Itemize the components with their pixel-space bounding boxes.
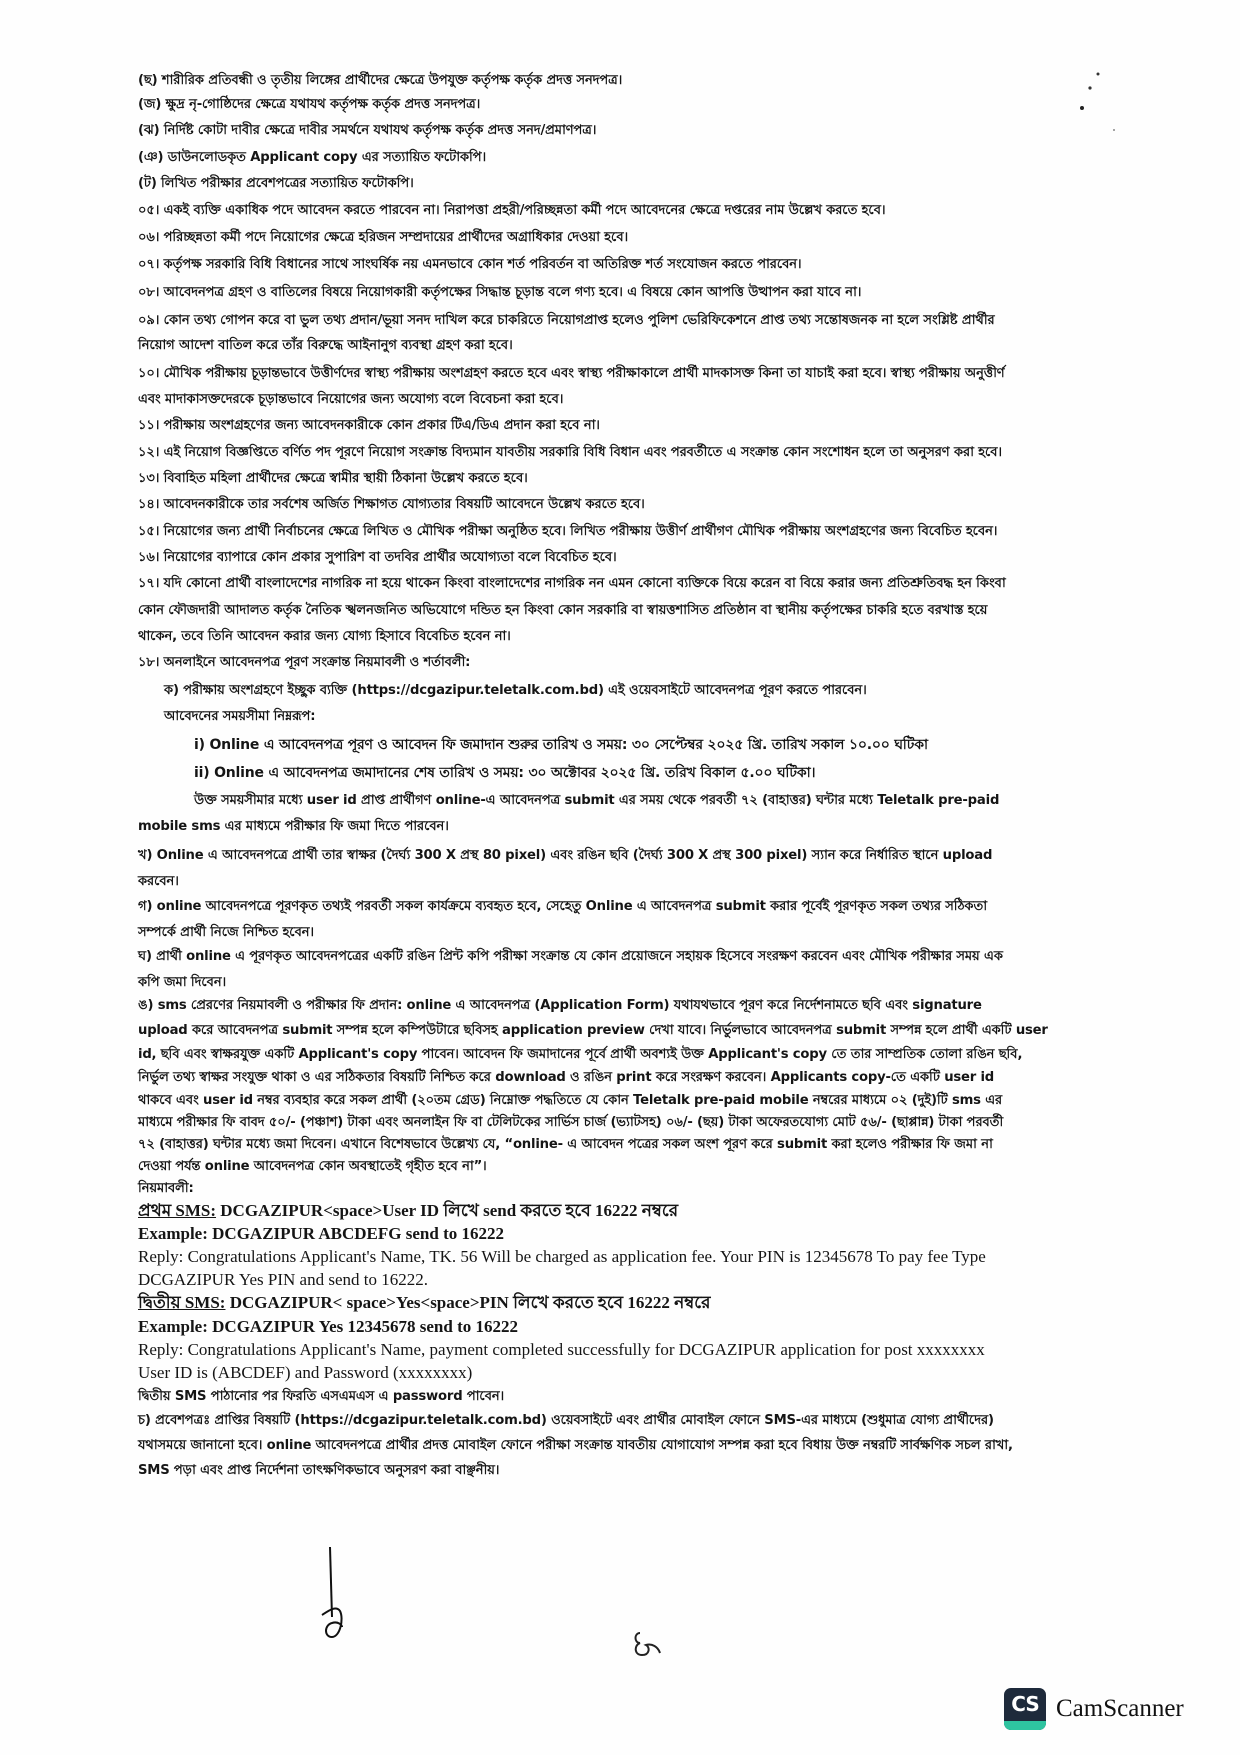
item-ta: (ট) লিখিত পরীক্ষার প্রবেশপত্রের সত্যায়িত ফটোকপি। (138, 176, 414, 191)
fee-window-note-cont: mobile sms এর মাধ্যমে পরীক্ষার ফি জমা দিতে পারবেন। (138, 819, 449, 834)
item-chha: (ছ) শারীরিক প্রতিবন্ধী ও তৃতীয় লিঙ্গের প্রার্থীদের ক্ষেত্রে উপযুক্ত কর্তৃপক্ষ কর্তৃক প্রদত্ত সনদপত্র। (138, 73, 623, 88)
fee-window-note: উক্ত সময়সীমার মধ্যে user id প্রাপ্ত প্রার্থীগণ online-এ আবেদনপত্র submit এর সময় থেকে পরবর্তী ৭২ (বাহাত্তর) ঘন্টার মধ্যে Teletalk pre-paid (194, 793, 1000, 808)
clause-18-uma: ঙ) sms প্রেরণের নিয়মাবলী ও পরীক্ষার ফি প্রদান: online এ আবেদনপত্র (Application Form) যথাযথভাবে পূরণ করে নির্দেশনামতে ছবি এবং signature (138, 998, 982, 1013)
clause-07: ০৭। কর্তৃপক্ষ সরকারি বিধি বিধানের সাথে সাংঘর্ষিক নয় এমনভাবে কোন শর্ত পরিবর্তন বা অতিরিক্ত শর্ত সংযোজন করতে পারবেন। (138, 257, 802, 272)
clause-17: ১৭। যদি কোনো প্রার্থী বাংলাদেশের নাগরিক না হয়ে থাকেন কিংবা বাংলাদেশের নাগরিক নন এমন কোনো ব্যক্তিকে বিয়ে করেন বা বিয়ে করার জন্য প্রতিশ্রুতিবদ্ধ হন কিংবা (138, 576, 1006, 591)
clause-18-kha-cont: করবেন। (138, 874, 179, 889)
clause-10-cont: এবং মাদাকাসক্তদেরকে চূড়ান্তভাবে নিয়োগের জন্য অযোগ্য বলে বিবেচনা করা হবে। (138, 392, 564, 407)
item-jha: (ঝ) নির্দিষ্ট কোটা দাবীর ক্ষেত্রে দাবীর সমর্থনে যথাযথ কর্তৃপক্ষ কর্তৃক প্রদত্ত সনদ/প্রমাণপত্র। (138, 123, 597, 138)
clause-14: ১৪। আবেদনকারীকে তার সর্বশেষ অর্জিত শিক্ষাগত যোগ্যতার বিষয়টি আবেদনে উল্লেখ করতে হবে। (138, 497, 645, 512)
clause-13: ১৩। বিবাহিত মহিলা প্রার্থীদের ক্ষেত্রে স্বামীর স্থায়ী ঠিকানা উল্লেখ করতে হবে। (138, 471, 528, 486)
clause-18-ka: ক) পরীক্ষায় অংশগ্রহণে ইচ্ছুক ব্যক্তি (https://dcgazipur.teletalk.com.bd) এই ওয়েবসাইটে আবেদনপত্র পূরণ করতে পারবেন। (164, 683, 867, 698)
clause-18-uma-cont5: মাধ্যমে পরীক্ষার ফি বাবদ ৫০/- (পঞ্চাশ) টাকা এবং অনলাইন ফি বা টেলিটকের সার্ভিস চার্জ (ভ্যাটসহ) ০৬/- (ছয়) টাকা অফেরতযোগ্য মোট ৫৬/- (ছাপ্পান্ন) টাকা পরবর্তী (138, 1115, 1004, 1130)
deadline-heading: আবেদনের সময়সীমা নিম্নরূপ: (164, 709, 316, 724)
clause-18-heading: ১৮। অনলাইনে আবেদনপত্র পূরণ সংক্রান্ত নিয়মাবলী ও শর্তাবলী: (138, 655, 471, 670)
clause-09: ০৯। কোন তথ্য গোপন করে বা ভুল তথ্য প্রদান/ভূয়া সনদ দাখিল করে চাকরিতে নিয়োগপ্রাপ্ত হলেও পুলিশ ভেরিফিকেশনে প্রাপ্ত তথ্য সন্তোষজনক না হলে সংশ্লিষ্ট প্রার্থীর (138, 313, 995, 328)
camscanner-watermark (1004, 1688, 1184, 1730)
clause-18-ga-cont: সম্পর্কে প্রার্থী নিজে নিশ্চিত হবেন। (138, 925, 314, 940)
first-sms-reply: Reply: Congratulations Applicant's Name, TK. 56 Will be charged as application fee. Your PIN is 12345678 To pay fee Type (138, 1247, 986, 1266)
second-sms-example: Example: DCGAZIPUR Yes 12345678 send to 16222 (138, 1317, 518, 1336)
clause-18-uma-cont1: upload করে আবেদনপত্র submit সম্পন্ন হলে কম্পিউটারে ছবিসহ application preview দেখা যাবে। নির্ভুলভাবে আবেদনপত্র submit সম্পন্ন হলে প্রার্থী একটি user (138, 1023, 1048, 1038)
clause-17-cont1: কোন ফৌজদারী আদালত কর্তৃক নৈতিক স্খলনজনিত অভিযোগে দন্ডিত হন কিংবা কোন সরকারি বা স্বায়ত্তশাসিত প্রতিষ্ঠান বা স্থানীয় কর্তৃপক্ষের চাকরি হতে বরখাস্ত হয়ে (138, 603, 988, 618)
clause-15: ১৫। নিয়োগের জন্য প্রার্থী নির্বাচনের ক্ষেত্রে লিখিত ও মৌখিক পরীক্ষা অনুষ্ঠিত হবে। লিখিত পরীক্ষায় উত্তীর্ণ প্রার্থীগণ মৌখিক পরীক্ষায় অংশগ্রহণের জন্য বিবেচিত হবেন। (138, 524, 998, 539)
second-sms-rule (138, 1294, 711, 1312)
clause-18-uma-cont7: দেওয়া পর্যন্ত online আবেদনপত্র কোন অবস্থাতেই গৃহীত হবে না”। (138, 1159, 487, 1174)
clause-09-cont: নিয়োগ আদেশ বাতিল করে তাঁর বিরুদ্ধে আইনানুগ ব্যবস্থা গ্রহণ করা হবে। (138, 338, 513, 353)
first-sms-reply-cont: DCGAZIPUR Yes PIN and send to 16222. (138, 1270, 428, 1289)
item-nya: (ঞ) ডাউনলোডকৃত Applicant copy এর সত্যায়িত ফটোকপি। (138, 150, 487, 165)
clause-08: ০৮। আবেদনপত্র গ্রহণ ও বাতিলের বিষয়ে নিয়োগকারী কর্তৃপক্ষের সিদ্ধান্ত চূড়ান্ত বলে গণ্য হবে। এ বিষয়ে কোন আপত্তি উত্থাপন করা যাবে না। (138, 285, 862, 300)
handwritten-page-number (632, 1625, 668, 1661)
clause-06: ০৬। পরিচ্ছন্নতা কর্মী পদে নিয়োগের ক্ষেত্রে হরিজন সম্প্রদায়ের প্রার্থীদের অগ্রাধিকার দেওয়া হবে। (138, 230, 628, 245)
clause-18-uma-cont4: থাকবে এবং user id নম্বর ব্যবহার করে সকল প্রার্থী (২০তম গ্রেড) নিম্নোক্ত পদ্ধতিতে যে কোন Teletalk pre-paid mobile নম্বরের মাধ্যমে ০২ (দুই)টি sms এর (138, 1093, 1003, 1108)
camscanner-logo-icon: CS (1004, 1688, 1046, 1730)
item-ja: (জ) ক্ষুদ্র নৃ-গোষ্ঠিদের ক্ষেত্রে যথাযথ কর্তৃপক্ষ কর্তৃক প্রদত্ত সনদপত্র। (138, 97, 481, 112)
clause-18-cha-cont1: যথাসময়ে জানানো হবে। online আবেদনপত্রে প্রার্থীর প্রদত্ত মোবাইল ফোনে পরীক্ষা সংক্রান্ত যাবতীয় যোগাযোগ সম্পন্ন করা হবে বিধায় উক্ত নম্বরটি সার্বক্ষণিক সচল রাখা, (138, 1438, 1013, 1453)
handwritten-signature-mark (320, 1545, 350, 1645)
scan-speck-marks (1070, 70, 1130, 150)
second-sms-label: দ্বিতীয় SMS: (138, 1293, 226, 1312)
clause-16: ১৬। নিয়োগের ব্যাপারে কোন প্রকার সুপারিশ বা তদবির প্রার্থীর অযোগ্যতা বলে বিবেচিত হবে। (138, 550, 617, 565)
second-sms-reply-cont: User ID is (ABCDEF) and Password (xxxxxxxx) (138, 1363, 473, 1382)
first-sms-rule (138, 1202, 678, 1220)
clause-18-cha-cont2: SMS পড়া এবং প্রাপ্ত নির্দেশনা তাৎক্ষণিকভাবে অনুসরণ করা বাঞ্ছনীয়। (138, 1463, 500, 1478)
clause-05: ০৫। একই ব্যক্তি একাধিক পদে আবেদন করতে পারবেন না। নিরাপত্তা প্রহরী/পরিচ্ছন্নতা কর্মী পদে আবেদনের ক্ষেত্রে দপ্তরের নাম উল্লেখ করতে হবে। (138, 203, 886, 218)
deadline-end: ii) Online এ আবেদনপত্র জমাদানের শেষ তারিখ ও সময়: ৩০ অক্টোবর ২০২৫ খ্রি. তরিখ বিকাল ৫.০০ ঘটিকা। (194, 765, 816, 781)
first-sms-format: DCGAZIPUR<space>User ID লিখে send করতে হবে 16222 নম্বরে (216, 1201, 679, 1220)
clause-18-gha-cont: কপি জমা দিবেন। (138, 975, 227, 990)
rules-heading: নিয়মাবলী: (138, 1181, 194, 1196)
clause-12: ১২। এই নিয়োগ বিজ্ঞপ্তিতে বর্ণিত পদ পূরণে নিয়োগ সংক্রান্ত বিদ্যমান যাবতীয় সরকারি বিধি বিধান এবং পরবর্তীতে এ সংক্রান্ত কোন সংশোধন হলে তা অনুসরণ করা হবে। (138, 445, 1002, 460)
clause-10: ১০। মৌখিক পরীক্ষায় চূড়ান্তভাবে উত্তীর্ণদের স্বাস্থ্য পরীক্ষায় অংশগ্রহণ করতে হবে এবং স্বাস্থ্য পরীক্ষাকালে প্রার্থী মাদকাসক্ত কিনা তা যাচাই করা হবে। স্বাস্থ্য পরীক্ষায় অনুত্তীর্ণ (138, 366, 1005, 381)
second-sms-reply: Reply: Congratulations Applicant's Name, payment completed successfully for DCGAZIPUR application for post xxxxxxxx (138, 1340, 985, 1359)
clause-18-uma-cont2: id, ছবি এবং স্বাক্ষরযুক্ত একটি Applicant's copy পাবেন। আবেদন ফি জমাদানের পূর্বে প্রার্থী অবশ্যই উক্ত Applicant's copy তে তার সাম্প্রতিক তোলা রঙিন ছবি, (138, 1047, 1023, 1062)
clause-17-cont2: থাকেন, তবে তিনি আবেদন করার জন্য যোগ্য হিসাবে বিবেচিত হবেন না। (138, 629, 511, 644)
clause-18-kha: খ) Online এ আবেদনপত্রে প্রার্থী তার স্বাক্ষর (দৈর্ঘ্য 300 X প্রস্থ 80 pixel) এবং রঙিন ছবি (দৈর্ঘ্য 300 X প্রস্থ 300 pixel) স্যান করে নির্ধারিত স্থানে upload (138, 848, 993, 863)
clause-18-ga: গ) online আবেদনপত্রে পূরণকৃত তথ্যই পরবর্তী সকল কার্যক্রমে ব্যবহৃত হবে, সেহেতু Online এ আবেদনপত্র submit করার পূর্বেই পূরণকৃত সকল তথ্যর সঠিকতা (138, 899, 987, 914)
second-sms-format: DCGAZIPUR< space>Yes<space>PIN লিখে করতে হবে 16222 নম্বরে (225, 1293, 711, 1312)
camscanner-label: CamScanner (1056, 1695, 1184, 1722)
password-note: দ্বিতীয় SMS পাঠানোর পর ফিরতি এসএমএস এ password পাবেন। (138, 1389, 505, 1404)
clause-18-cha: চ) প্রবেশপত্রঃ প্রাপ্তির বিষয়টি (https://dcgazipur.teletalk.com.bd) ওয়েবসাইটে এবং প্রার্থীর মোবাইল ফোনে SMS-এর মাধ্যমে (শুধুমাত্র যোগ্য প্রার্থীদের) (138, 1413, 994, 1428)
first-sms-example: Example: DCGAZIPUR ABCDEFG send to 16222 (138, 1224, 504, 1243)
clause-18-uma-cont3: নির্ভুল তথ্য স্বাক্ষর সংযুক্ত থাকা ও এর সঠিকতার বিষয়টি নিশ্চিত করে download ও রঙিন print করে সংরক্ষণ করবেন। Applicants copy-তে একটি user id (138, 1070, 995, 1085)
first-sms-label: প্রথম SMS: (138, 1201, 217, 1220)
clause-18-gha: ঘ) প্রার্থী online এ পূরণকৃত আবেদনপত্রের একটি রঙিন প্রিন্ট কপি পরীক্ষা সংক্রান্ত যে কোন প্রয়োজনে সহায়ক হিসেবে সংরক্ষণ করবেন এবং মৌখিক পরীক্ষার সময় এক (138, 949, 1003, 964)
clause-18-uma-cont6: ৭২ (বাহাত্তর) ঘন্টার মধ্যে জমা দিবেন। এখানে বিশেষভাবে উল্লেখ্য যে, “online- এ আবেদন পত্রের সকল অংশ পূরণ করে submit করা হলেও পরীক্ষার ফি জমা না (138, 1137, 993, 1152)
deadline-start: i) Online এ আবেদনপত্র পূরণ ও আবেদন ফি জমাদান শুরুর তারিখ ও সময়: ৩০ সেপ্টেম্বর ২০২৫ খ্রি. তারিখ সকাল ১০.০০ ঘটিকা (194, 737, 928, 753)
clause-11: ১১। পরীক্ষায় অংশগ্রহণের জন্য আবেদনকারীকে কোন প্রকার টিএ/ডিএ প্রদান করা হবে না। (138, 418, 600, 433)
